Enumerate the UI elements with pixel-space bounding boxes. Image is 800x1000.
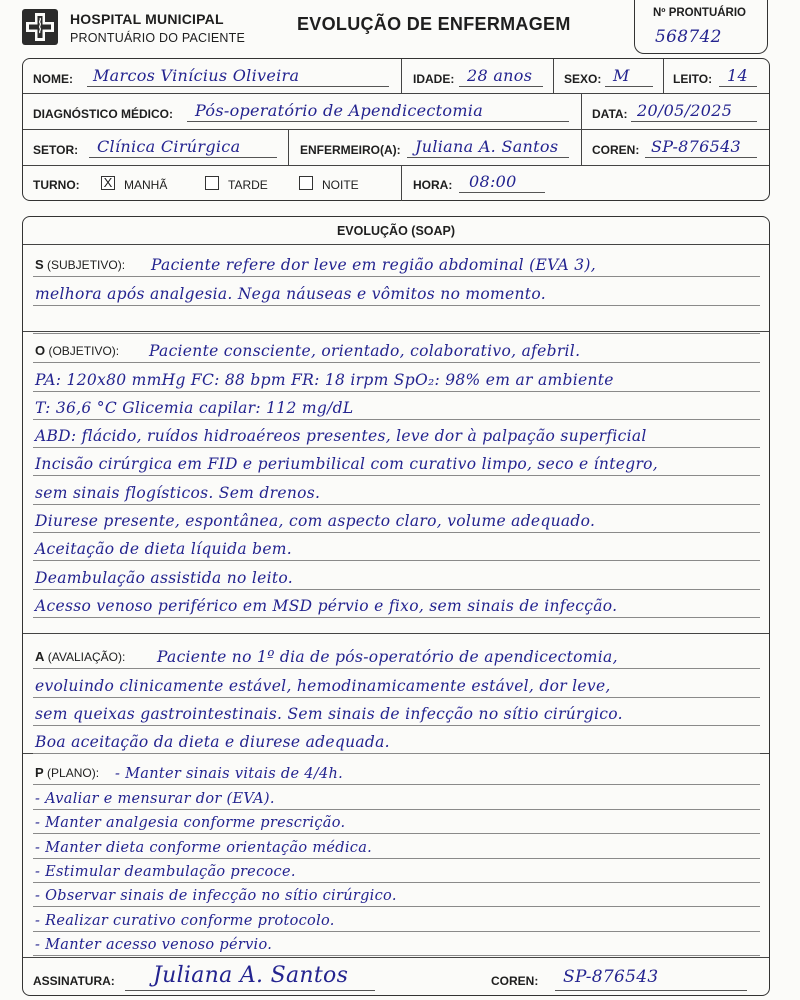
objetivo-line — [33, 533, 760, 561]
nome-field[interactable]: Marcos Vinícius Oliveira — [93, 66, 300, 85]
setor-field[interactable]: Clínica Cirúrgica — [97, 137, 241, 156]
plano-line — [33, 907, 760, 931]
sexo-field[interactable]: M — [613, 66, 630, 85]
assinatura-field[interactable]: Juliana A. Santos — [153, 963, 349, 988]
coren-label: COREN: — [592, 143, 640, 157]
hospital-subtitle: PRONTUÁRIO DO PACIENTE — [70, 31, 246, 45]
setor-label: SETOR: — [33, 143, 79, 157]
avaliacao-text[interactable]: sem queixas gastrointestinais. Sem sinais de infecção no sítio cirúrgico. — [35, 704, 623, 723]
checkbox-tarde[interactable] — [205, 176, 219, 190]
objetivo-line — [33, 590, 760, 618]
soap-title: EVOLUÇÃO (SOAP) — [23, 217, 769, 245]
hospital-cross-logo-icon — [22, 9, 58, 45]
avaliacao-label — [35, 649, 125, 664]
objetivo-line — [33, 392, 760, 420]
avaliacao-text[interactable]: evoluindo clinicamente estável, hemodinamicamente estável, dor leve, — [35, 676, 611, 695]
plano-text[interactable]: - Observar sinais de infecção no sítio cirúrgico. — [35, 888, 397, 905]
subjetivo-line — [33, 306, 760, 334]
signature-row — [23, 957, 769, 997]
objetivo-label — [35, 343, 119, 358]
subjetivo-letter: S — [35, 257, 44, 273]
turno-option-tarde-label: TARDE — [228, 178, 268, 192]
objetivo-line — [33, 561, 760, 589]
plano-text[interactable]: - Manter analgesia conforme prescrição. — [35, 815, 346, 832]
plano-line — [33, 810, 760, 834]
nome-label: NOME: — [33, 72, 73, 86]
prontuario-value[interactable]: 568742 — [655, 27, 722, 47]
plano-line — [33, 859, 760, 883]
objetivo-line — [33, 420, 760, 448]
objetivo-line — [33, 335, 760, 363]
avaliacao-label-text: (AVALIAÇÃO): — [47, 650, 126, 665]
objetivo-text[interactable]: ABD: flácido, ruídos hidroaéreos presentes, leve dor à palpação superficial — [35, 427, 647, 446]
turno-option-noite-label: NOITE — [322, 178, 359, 192]
hora-field[interactable]: 08:00 — [469, 172, 517, 191]
plano-label — [35, 765, 99, 780]
leito-label: LEITO: — [673, 72, 713, 86]
plano-text[interactable]: - Avaliar e mensurar dor (EVA). — [35, 790, 275, 807]
plano-text[interactable]: - Manter sinais vitais de 4/4h. — [115, 766, 344, 783]
objetivo-line — [33, 448, 760, 476]
enfermeiro-field[interactable]: Juliana A. Santos — [415, 137, 559, 156]
diagnostico-label: DIAGNÓSTICO MÉDICO: — [33, 107, 173, 121]
signature-coren-label: COREN: — [491, 974, 539, 988]
leito-field[interactable]: 14 — [727, 66, 748, 85]
sexo-label: SEXO: — [564, 72, 602, 86]
objetivo-line — [33, 477, 760, 505]
objetivo-text[interactable]: Deambulação assistida no leito. — [35, 568, 294, 587]
subjetivo-line — [33, 249, 760, 277]
avaliacao-line — [33, 641, 760, 669]
objetivo-letter: O — [35, 343, 46, 359]
subjetivo-label — [35, 257, 125, 272]
plano-text[interactable]: - Estimular deambulação precoce. — [35, 863, 296, 880]
signature-coren-field[interactable]: SP-876543 — [563, 967, 659, 987]
plano-line — [33, 785, 760, 809]
data-label: DATA: — [592, 107, 628, 121]
objetivo-label-text: (OBJETIVO): — [48, 344, 120, 359]
avaliacao-letter: A — [35, 649, 45, 665]
objetivo-text[interactable]: Incisão cirúrgica em FID e periumbilical com curativo limpo, seco e íntegro, — [35, 455, 659, 474]
soap-box — [22, 216, 770, 996]
checkbox-manha[interactable]: X — [101, 176, 115, 190]
objetivo-text[interactable]: Diurese presente, espontânea, com aspecto claro, volume adequado. — [35, 512, 596, 531]
plano-line — [33, 883, 760, 907]
objetivo-text[interactable]: T: 36,6 °C Glicemia capilar: 112 mg/dL — [35, 398, 354, 417]
checkbox-noite[interactable] — [299, 176, 313, 190]
objetivo-text[interactable]: PA: 120x80 mmHg FC: 88 bpm FR: 18 irpm SpO₂: 98% em ar ambiente — [35, 370, 614, 389]
avaliacao-text[interactable]: Paciente no 1º dia de pós-operatório de apendicectomia, — [157, 648, 618, 667]
subjetivo-text[interactable]: melhora após analgesia. Nega náuseas e vômitos no momento. — [35, 284, 546, 303]
plano-line — [33, 932, 760, 956]
objetivo-line — [33, 505, 760, 533]
avaliacao-line — [33, 726, 760, 754]
turno-label: TURNO: — [33, 178, 80, 192]
plano-letter: P — [35, 765, 44, 781]
avaliacao-line — [33, 669, 760, 697]
subjetivo-label-text: (SUBJETIVO): — [47, 258, 126, 273]
idade-label: IDADE: — [413, 72, 455, 86]
hospital-name: HOSPITAL MUNICIPAL — [70, 11, 224, 27]
plano-line — [33, 761, 760, 785]
plano-label-text: (PLANO): — [47, 766, 100, 781]
idade-field[interactable]: 28 anos — [467, 66, 533, 85]
avaliacao-text[interactable]: Boa aceitação da dieta e diurese adequada. — [35, 733, 390, 752]
plano-line — [33, 834, 760, 858]
plano-text[interactable]: - Manter dieta conforme orientação médica. — [35, 839, 373, 856]
assinatura-label: ASSINATURA: — [33, 974, 115, 988]
prontuario-label: Nº PRONTUÁRIO — [653, 7, 747, 19]
objetivo-text[interactable]: Aceitação de dieta líquida bem. — [35, 540, 293, 559]
hora-label: HORA: — [413, 178, 453, 192]
data-field[interactable]: 20/05/2025 — [637, 101, 733, 120]
plano-text[interactable]: - Manter acesso venoso pérvio. — [35, 937, 273, 954]
diagnostico-field[interactable]: Pós-operatório de Apendicectomia — [195, 101, 484, 120]
turno-option-manha-label: MANHÃ — [124, 178, 168, 192]
subjetivo-line — [33, 277, 760, 305]
objetivo-text[interactable]: Paciente consciente, orientado, colaborativo, afebril. — [149, 342, 581, 361]
coren-field[interactable]: SP-876543 — [651, 137, 742, 156]
plano-text[interactable]: - Realizar curativo conforme protocolo. — [35, 912, 335, 929]
objetivo-text[interactable]: sem sinais flogísticos. Sem drenos. — [35, 483, 321, 502]
document-title: EVOLUÇÃO DE ENFERMAGEM — [297, 14, 571, 34]
subjetivo-text[interactable]: Paciente refere dor leve em região abdominal (EVA 3), — [151, 256, 596, 275]
patient-info-box — [22, 58, 770, 201]
objetivo-text[interactable]: Acesso venoso periférico em MSD pérvio e fixo, sem sinais de infecção. — [35, 596, 618, 615]
objetivo-line — [33, 363, 760, 391]
avaliacao-line — [33, 698, 760, 726]
prontuario-box — [634, 0, 768, 54]
section-divider — [23, 633, 769, 634]
enfermeiro-label: ENFERMEIRO(A): — [300, 143, 401, 157]
